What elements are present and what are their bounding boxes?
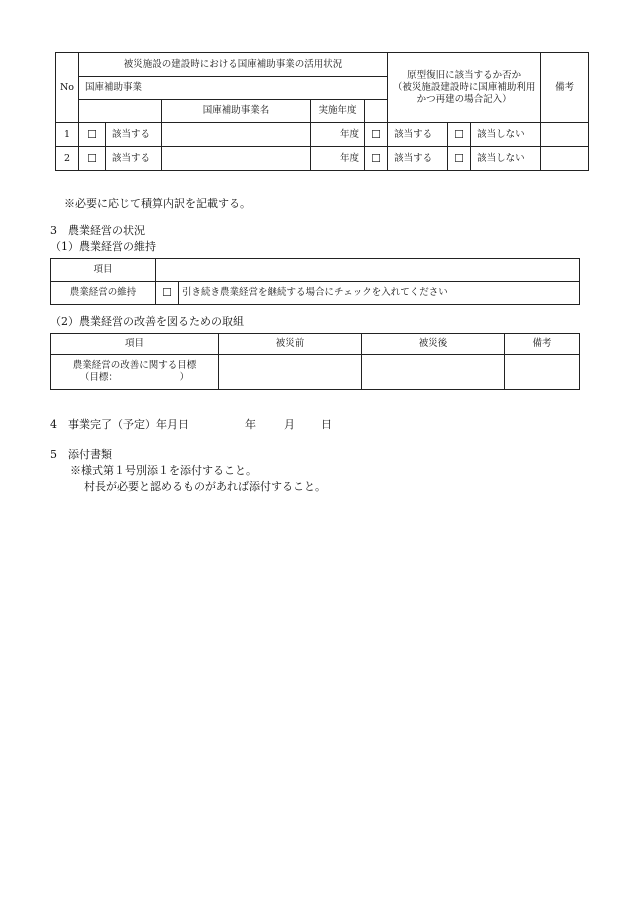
attachment-line1: ※様式第１号別添１を添付すること。 — [70, 464, 257, 477]
improvement-goal-line1: 農業経営の改善に関する目標 — [72, 360, 197, 371]
year-header: 実施年度 — [311, 100, 365, 123]
subsidy-name-header: 国庫補助事業名 — [162, 100, 311, 123]
year-cell[interactable]: 年度 — [311, 123, 365, 147]
table-row — [51, 282, 580, 305]
subsidy-name-cell[interactable] — [162, 123, 311, 147]
maintenance-text: 引き続き農業経営を継続する場合にチェックを入れてください — [179, 282, 580, 305]
before-disaster-header: 被災前 — [219, 334, 362, 355]
table-row — [56, 123, 589, 147]
remarks-header: 備考 — [505, 334, 580, 355]
completion-month: 月 — [284, 418, 295, 431]
restoration-header-line2: （被災施設建設時に国庫補助利用 — [392, 81, 536, 93]
subsidy-label: 国庫補助事業 — [79, 77, 388, 100]
section5-heading: 5 添付書類 — [50, 448, 112, 461]
remarks-cell[interactable] — [541, 147, 589, 171]
restore-yes-checkbox[interactable]: ☐ — [365, 123, 388, 147]
farm-improvement-table — [50, 333, 580, 390]
restore-yes-label: 該当する — [388, 123, 448, 147]
applies-label: 該当する — [106, 123, 162, 147]
remarks-cell[interactable] — [541, 123, 589, 147]
farm-maintenance-table — [50, 258, 580, 305]
row-number: 2 — [56, 147, 79, 171]
restoration-header-line3: かつ再建の場合記入） — [416, 93, 512, 105]
applies-checkbox[interactable]: ☐ — [79, 123, 106, 147]
restore-yes-label: 該当する — [388, 147, 448, 171]
blank-cell — [79, 100, 162, 123]
maintenance-label: 農業経営の維持 — [51, 282, 156, 305]
before-disaster-cell[interactable] — [219, 355, 362, 390]
improvement-goal-line2: （目標： ） — [79, 372, 190, 383]
section4-label: 4 事業完了（予定）年月日 — [50, 418, 189, 431]
subsidy-usage-table — [55, 52, 589, 171]
restore-no-checkbox[interactable]: ☐ — [448, 123, 471, 147]
remarks-header: 備考 — [541, 53, 589, 123]
row-number: 1 — [56, 123, 79, 147]
after-disaster-header: 被災後 — [362, 334, 505, 355]
estimate-note: ※必要に応じて積算内訳を記載する。 — [64, 197, 251, 210]
remarks-cell[interactable] — [505, 355, 580, 390]
maintenance-checkbox[interactable]: ☐ — [156, 282, 179, 305]
section3-heading: 3 農業経営の状況 — [50, 224, 145, 237]
restore-yes-checkbox[interactable]: ☐ — [365, 147, 388, 171]
restore-no-label: 該当しない — [471, 147, 541, 171]
year-cell[interactable]: 年度 — [311, 147, 365, 171]
restoration-header — [388, 53, 541, 123]
restore-no-label: 該当しない — [471, 123, 541, 147]
completion-year: 年 — [245, 418, 256, 431]
restore-no-checkbox[interactable]: ☐ — [448, 147, 471, 171]
applies-checkbox[interactable]: ☐ — [79, 147, 106, 171]
after-disaster-cell[interactable] — [362, 355, 505, 390]
improvement-goal-label — [51, 355, 219, 390]
table-row — [56, 147, 589, 171]
subsidy-group-header: 被災施設の建設時における国庫補助事業の活用状況 — [79, 53, 388, 77]
no-header: No — [56, 53, 79, 123]
subsidy-name-cell[interactable] — [162, 147, 311, 171]
restoration-header-line1: 原型復旧に該当するか否か — [407, 69, 522, 81]
item-header: 項目 — [51, 259, 156, 282]
section3-sub2: （2）農業経営の改善を図るための取組 — [50, 315, 244, 328]
attachment-line2: 村長が必要と認めるものがあれば添付すること。 — [84, 480, 326, 493]
section3-sub1: （1）農業経営の維持 — [50, 240, 156, 253]
blank-header-cell — [156, 259, 580, 282]
applies-label: 該当する — [106, 147, 162, 171]
item-header: 項目 — [51, 334, 219, 355]
completion-day: 日 — [321, 418, 332, 431]
table-row — [51, 355, 580, 390]
